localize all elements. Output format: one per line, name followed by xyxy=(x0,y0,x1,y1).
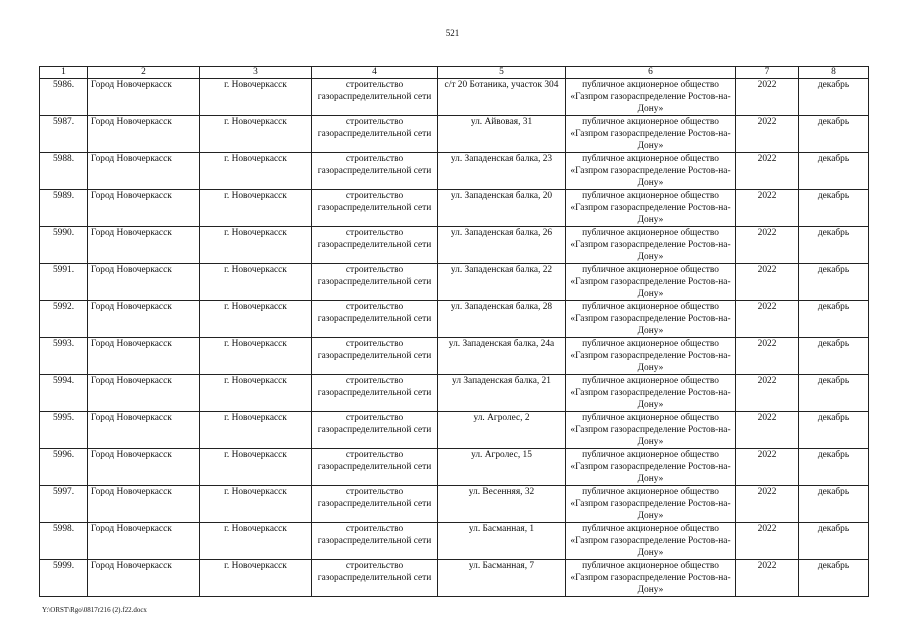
year-cell: 2022 xyxy=(736,338,799,375)
table-row xyxy=(40,301,869,338)
month-cell: декабрь xyxy=(799,264,869,301)
address-cell: ул. Агролес, 2 xyxy=(438,412,566,449)
municipality-cell: Город Новочеркасск xyxy=(88,560,200,597)
settlement-cell: г. Новочеркасск xyxy=(200,486,312,523)
year-cell: 2022 xyxy=(736,301,799,338)
table-row xyxy=(40,375,869,412)
year-cell: 2022 xyxy=(736,79,799,116)
address-cell: ул. Басманная, 7 xyxy=(438,560,566,597)
table-row xyxy=(40,412,869,449)
company-cell: публичное акционерное общество «Газпром газораспределение Ростов-на-Дону» xyxy=(566,153,736,190)
company-cell: публичное акционерное общество «Газпром газораспределение Ростов-на-Дону» xyxy=(566,301,736,338)
year-cell: 2022 xyxy=(736,486,799,523)
settlement-cell: г. Новочеркасск xyxy=(200,523,312,560)
settlement-cell: г. Новочеркасск xyxy=(200,338,312,375)
month-cell: декабрь xyxy=(799,412,869,449)
company-cell: публичное акционерное общество «Газпром газораспределение Ростов-на-Дону» xyxy=(566,523,736,560)
month-cell: декабрь xyxy=(799,449,869,486)
company-cell: публичное акционерное общество «Газпром газораспределение Ростов-на-Дону» xyxy=(566,227,736,264)
year-cell: 2022 xyxy=(736,375,799,412)
page-number: 521 xyxy=(445,28,460,38)
table-body xyxy=(40,79,869,597)
activity-cell: строительство газораспределительной сети xyxy=(312,560,438,597)
footer-file-path: Y:\ORST\Rgo\0817r216 (2).f22.docx xyxy=(42,606,147,614)
table-row xyxy=(40,338,869,375)
row-number-cell: 5993. xyxy=(40,338,88,375)
activity-cell: строительство газораспределительной сети xyxy=(312,190,438,227)
municipality-cell: Город Новочеркасск xyxy=(88,375,200,412)
company-cell: публичное акционерное общество «Газпром газораспределение Ростов-на-Дону» xyxy=(566,116,736,153)
month-cell: декабрь xyxy=(799,301,869,338)
municipality-cell: Город Новочеркасск xyxy=(88,412,200,449)
column-header: 6 xyxy=(566,67,736,79)
row-number-cell: 5991. xyxy=(40,264,88,301)
row-number-cell: 5986. xyxy=(40,79,88,116)
address-cell: ул. Весенняя, 32 xyxy=(438,486,566,523)
table-row xyxy=(40,449,869,486)
document-table xyxy=(39,66,869,597)
address-cell: ул Западенская балка, 21 xyxy=(438,375,566,412)
table-row xyxy=(40,486,869,523)
company-cell: публичное акционерное общество «Газпром газораспределение Ростов-на-Дону» xyxy=(566,449,736,486)
settlement-cell: г. Новочеркасск xyxy=(200,449,312,486)
year-cell: 2022 xyxy=(736,412,799,449)
table-row xyxy=(40,560,869,597)
municipality-cell: Город Новочеркасск xyxy=(88,116,200,153)
table-row xyxy=(40,79,869,116)
activity-cell: строительство газораспределительной сети xyxy=(312,227,438,264)
activity-cell: строительство газораспределительной сети xyxy=(312,79,438,116)
company-cell: публичное акционерное общество «Газпром газораспределение Ростов-на-Дону» xyxy=(566,560,736,597)
column-header: 7 xyxy=(736,67,799,79)
year-cell: 2022 xyxy=(736,264,799,301)
municipality-cell: Город Новочеркасск xyxy=(88,486,200,523)
activity-cell: строительство газораспределительной сети xyxy=(312,375,438,412)
year-cell: 2022 xyxy=(736,153,799,190)
row-number-cell: 5995. xyxy=(40,412,88,449)
company-cell: публичное акционерное общество «Газпром газораспределение Ростов-на-Дону» xyxy=(566,264,736,301)
month-cell: декабрь xyxy=(799,560,869,597)
activity-cell: строительство газораспределительной сети xyxy=(312,486,438,523)
month-cell: декабрь xyxy=(799,153,869,190)
municipality-cell: Город Новочеркасск xyxy=(88,79,200,116)
settlement-cell: г. Новочеркасск xyxy=(200,190,312,227)
year-cell: 2022 xyxy=(736,523,799,560)
settlement-cell: г. Новочеркасск xyxy=(200,79,312,116)
company-cell: публичное акционерное общество «Газпром газораспределение Ростов-на-Дону» xyxy=(566,190,736,227)
table-row xyxy=(40,153,869,190)
company-cell: публичное акционерное общество «Газпром газораспределение Ростов-на-Дону» xyxy=(566,375,736,412)
month-cell: декабрь xyxy=(799,338,869,375)
row-number-cell: 5999. xyxy=(40,560,88,597)
table-row xyxy=(40,523,869,560)
address-cell: ул. Западенская балка, 28 xyxy=(438,301,566,338)
year-cell: 2022 xyxy=(736,449,799,486)
company-cell: публичное акционерное общество «Газпром газораспределение Ростов-на-Дону» xyxy=(566,486,736,523)
municipality-cell: Город Новочеркасск xyxy=(88,227,200,264)
row-number-cell: 5987. xyxy=(40,116,88,153)
activity-cell: строительство газораспределительной сети xyxy=(312,116,438,153)
address-cell: ул. Агролес, 15 xyxy=(438,449,566,486)
month-cell: декабрь xyxy=(799,486,869,523)
municipality-cell: Город Новочеркасск xyxy=(88,264,200,301)
municipality-cell: Город Новочеркасск xyxy=(88,523,200,560)
year-cell: 2022 xyxy=(736,560,799,597)
address-cell: ул. Западенская балка, 22 xyxy=(438,264,566,301)
address-cell: ул. Айвовая, 31 xyxy=(438,116,566,153)
row-number-cell: 5988. xyxy=(40,153,88,190)
column-header: 5 xyxy=(438,67,566,79)
activity-cell: строительство газораспределительной сети xyxy=(312,523,438,560)
municipality-cell: Город Новочеркасск xyxy=(88,153,200,190)
settlement-cell: г. Новочеркасск xyxy=(200,560,312,597)
municipality-cell: Город Новочеркасск xyxy=(88,449,200,486)
column-header: 2 xyxy=(88,67,200,79)
address-cell: с/т 20 Ботаника, участок 304 xyxy=(438,79,566,116)
row-number-cell: 5990. xyxy=(40,227,88,264)
month-cell: декабрь xyxy=(799,227,869,264)
activity-cell: строительство газораспределительной сети xyxy=(312,264,438,301)
table-header-row xyxy=(40,67,869,79)
activity-cell: строительство газораспределительной сети xyxy=(312,449,438,486)
address-cell: ул. Западенская балка, 23 xyxy=(438,153,566,190)
settlement-cell: г. Новочеркасск xyxy=(200,227,312,264)
month-cell: декабрь xyxy=(799,116,869,153)
activity-cell: строительство газораспределительной сети xyxy=(312,301,438,338)
settlement-cell: г. Новочеркасск xyxy=(200,375,312,412)
column-header: 4 xyxy=(312,67,438,79)
address-cell: ул. Басманная, 1 xyxy=(438,523,566,560)
address-cell: ул. Западенская балка, 20 xyxy=(438,190,566,227)
settlement-cell: г. Новочеркасск xyxy=(200,153,312,190)
column-header: 1 xyxy=(40,67,88,79)
table-row xyxy=(40,227,869,264)
municipality-cell: Город Новочеркасск xyxy=(88,301,200,338)
company-cell: публичное акционерное общество «Газпром газораспределение Ростов-на-Дону» xyxy=(566,79,736,116)
activity-cell: строительство газораспределительной сети xyxy=(312,338,438,375)
month-cell: декабрь xyxy=(799,79,869,116)
settlement-cell: г. Новочеркасск xyxy=(200,264,312,301)
year-cell: 2022 xyxy=(736,116,799,153)
settlement-cell: г. Новочеркасск xyxy=(200,301,312,338)
column-header: 8 xyxy=(799,67,869,79)
company-cell: публичное акционерное общество «Газпром газораспределение Ростов-на-Дону» xyxy=(566,338,736,375)
municipality-cell: Город Новочеркасск xyxy=(88,338,200,375)
year-cell: 2022 xyxy=(736,190,799,227)
row-number-cell: 5989. xyxy=(40,190,88,227)
settlement-cell: г. Новочеркасск xyxy=(200,412,312,449)
settlement-cell: г. Новочеркасск xyxy=(200,116,312,153)
table-row xyxy=(40,190,869,227)
year-cell: 2022 xyxy=(736,227,799,264)
activity-cell: строительство газораспределительной сети xyxy=(312,412,438,449)
month-cell: декабрь xyxy=(799,190,869,227)
row-number-cell: 5997. xyxy=(40,486,88,523)
company-cell: публичное акционерное общество «Газпром газораспределение Ростов-на-Дону» xyxy=(566,412,736,449)
row-number-cell: 5996. xyxy=(40,449,88,486)
row-number-cell: 5994. xyxy=(40,375,88,412)
month-cell: декабрь xyxy=(799,375,869,412)
activity-cell: строительство газораспределительной сети xyxy=(312,153,438,190)
address-cell: ул. Западенская балка, 24а xyxy=(438,338,566,375)
row-number-cell: 5992. xyxy=(40,301,88,338)
column-header: 3 xyxy=(200,67,312,79)
municipality-cell: Город Новочеркасск xyxy=(88,190,200,227)
month-cell: декабрь xyxy=(799,523,869,560)
table-row xyxy=(40,116,869,153)
row-number-cell: 5998. xyxy=(40,523,88,560)
address-cell: ул. Западенская балка, 26 xyxy=(438,227,566,264)
table-row xyxy=(40,264,869,301)
